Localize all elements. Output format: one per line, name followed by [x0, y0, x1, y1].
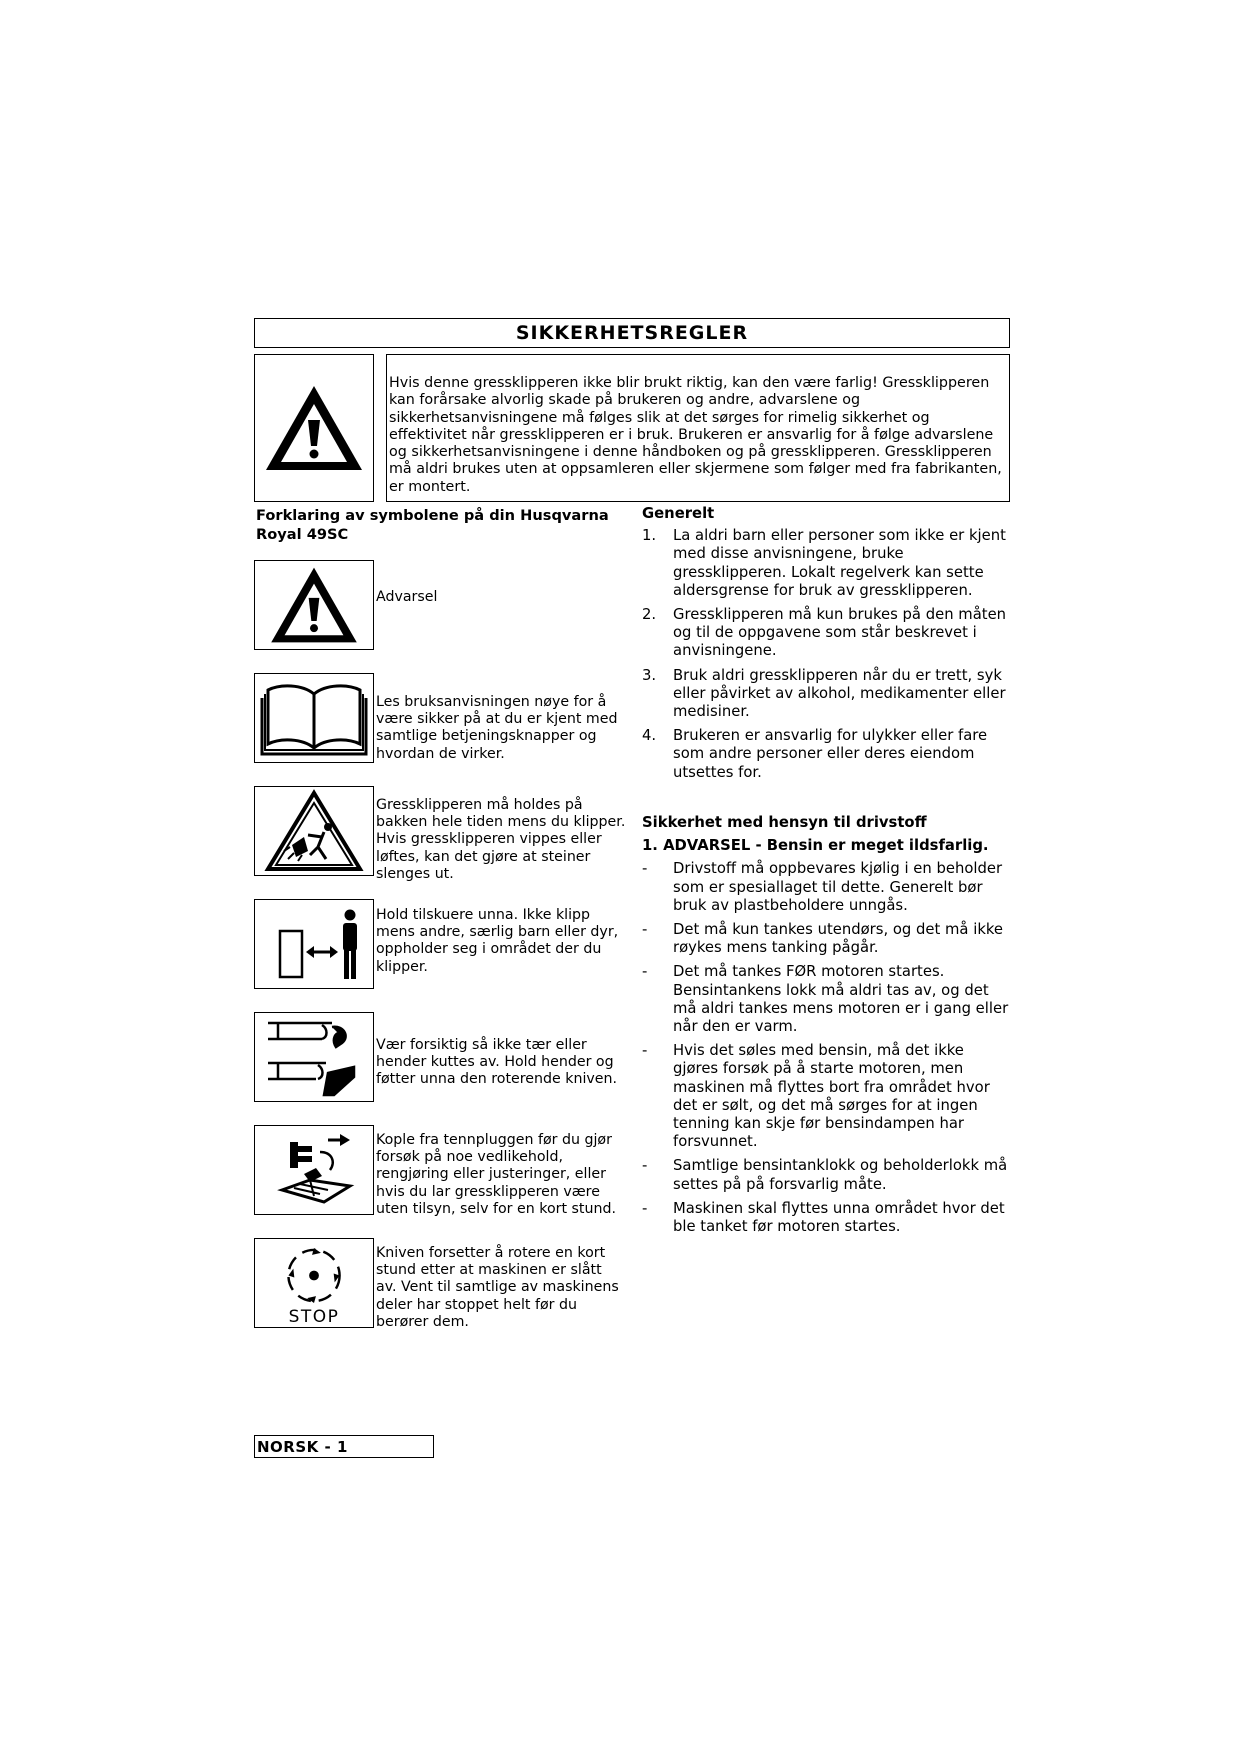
symbol-text-distance: Hold tilskuere unna. Ikke klipp mens andre, særlig barn eller dyr, oppholder seg i området der du klipper. — [376, 907, 619, 975]
page-number: NORSK - 1 — [257, 1437, 348, 1456]
symbol-text-blade: Kniven forsetter å rotere en kort stund etter at maskinen er slått av. Vent til samtlige av maskinens deler har stoppet helt før du berører dem. — [376, 1245, 619, 1330]
warning-triangle-icon — [266, 564, 362, 646]
fuel-list — [642, 860, 1012, 1236]
list-item: - Hvis det søles med bensin, må det ikke gjøres forsøk på å starte motoren, men maskinen må flyttes bort fra området hvor det er sølt, og det må sørges for at ingen tenning kan skje før bensindampen har forsvunnet. — [642, 1042, 990, 1151]
hand-foot-cut-icon — [262, 1015, 366, 1099]
warning-triangle-icon — [262, 382, 366, 474]
symbol-text-handfoot: Vær forsiktig så ikke tær eller hender kuttes av. Hold hender og føtter unna den roterende kniven. — [376, 1037, 618, 1088]
stop-label: STOP — [288, 1307, 340, 1327]
page-title: SIKKERHETSREGLER — [515, 322, 749, 344]
spark-plug-disconnect-icon — [264, 1128, 364, 1212]
list-item: 2. Gressklipperen må kun brukes på den måten og til de oppgavene som står beskrevet i anvisningene. — [642, 606, 1007, 660]
general-list — [642, 527, 1012, 782]
list-item: - Samtlige bensintanklokk og beholderlokk må settes på på forsvarlig måte. — [642, 1157, 1008, 1193]
list-item: - Det må tankes FØR motoren startes. Bensintankens lokk må aldri tas av, og det må aldri tankes mens motoren er i gang eller når den er varm. — [642, 963, 1009, 1036]
general-section — [642, 505, 1012, 788]
symbol-box-sparkplug — [254, 1125, 374, 1215]
fuel-heading: Sikkerhet med hensyn til drivstoff — [642, 814, 927, 831]
list-item: - Maskinen skal flyttes unna området hvor det ble tanket før motoren startes. — [642, 1199, 1005, 1236]
symbol-box-warning — [254, 560, 374, 650]
list-item: 1. La aldri barn eller personer som ikke er kjent med disse anvisningene, bruke gressklipperen. Lokalt regelverk kan sette aldersgrense for bruk av gressklipperen. — [642, 527, 1006, 599]
symbols-heading: Forklaring av symbolene på din Husqvarna Royal 49SC — [256, 507, 609, 543]
fuel-section — [642, 814, 1012, 1242]
symbol-text-warning: Advarsel — [376, 589, 438, 605]
footer-box — [254, 1435, 434, 1458]
list-item: - Drivstoff må oppbevares kjølig i en beholder som er spesiallaget til dette. Generelt bør bruk av plastbeholdere unngås. — [642, 860, 1003, 914]
list-item: 4. Brukeren er ansvarlig for ulykker eller fare som andre personer eller deres eiendom utsettes for. — [642, 727, 988, 781]
symbol-box-distance — [254, 899, 374, 989]
symbol-box-tipping — [254, 786, 374, 876]
symbol-box-blade — [254, 1238, 374, 1328]
intro-text: Hvis denne gressklipperen ikke blir brukt riktig, kan den være farlig! Gressklipperen kan forårsake alvorlig skade på brukeren og andre, advarslene og sikkerhetsanvisningene må følges slik at det sørges for rimelig sikkerhet og effektivitet når gressklipperen er i bruk. Brukeren er ansvarlig for å følge advarslene og sikkerhetsanvisningene i denne håndboken og på gressklipperen. Gressklipperen må aldri brukes uten at oppsamleren eller skjermene som følger med fra fabrikanten, er montert. — [389, 375, 1002, 495]
manual-book-icon — [258, 678, 370, 758]
rotating-blade-stop-icon — [279, 1245, 349, 1306]
symbol-text-sparkplug: Kople fra tennpluggen før du gjør forsøk på noe vedlikehold, rengjøring eller justeringer, eller hvis du lar gressklipperen være uten tilsyn, selv for en kort stund. — [376, 1132, 616, 1217]
tipping-mower-icon — [264, 789, 364, 873]
symbol-box-manual — [254, 673, 374, 763]
warning-icon-box — [254, 354, 374, 502]
symbol-text-manual: Les bruksanvisningen nøye for å være sikker på at du er kjent med samtlige betjeningsknapper og hvordan de virker. — [376, 694, 618, 762]
symbol-text-tipping: Gressklipperen må holdes på bakken hele tiden mens du klipper. Hvis gressklipperen vippes eller løftes, kan det gjøre at steiner slenges ut. — [376, 797, 626, 882]
title-box — [254, 318, 1010, 348]
general-heading: Generelt — [642, 505, 715, 522]
fuel-warning: 1. ADVARSEL - Bensin er meget ildsfarlig. — [642, 837, 989, 855]
keep-distance-icon — [262, 905, 366, 983]
list-item: 3. Bruk aldri gressklipperen når du er trett, syk eller påvirket av alkohol, medikamenter eller medisiner. — [642, 666, 1006, 721]
list-item: - Det må kun tankes utendørs, og det må ikke røykes mens tanking pågår. — [642, 921, 1004, 957]
intro-box — [386, 354, 1010, 502]
symbol-box-handfoot — [254, 1012, 374, 1102]
